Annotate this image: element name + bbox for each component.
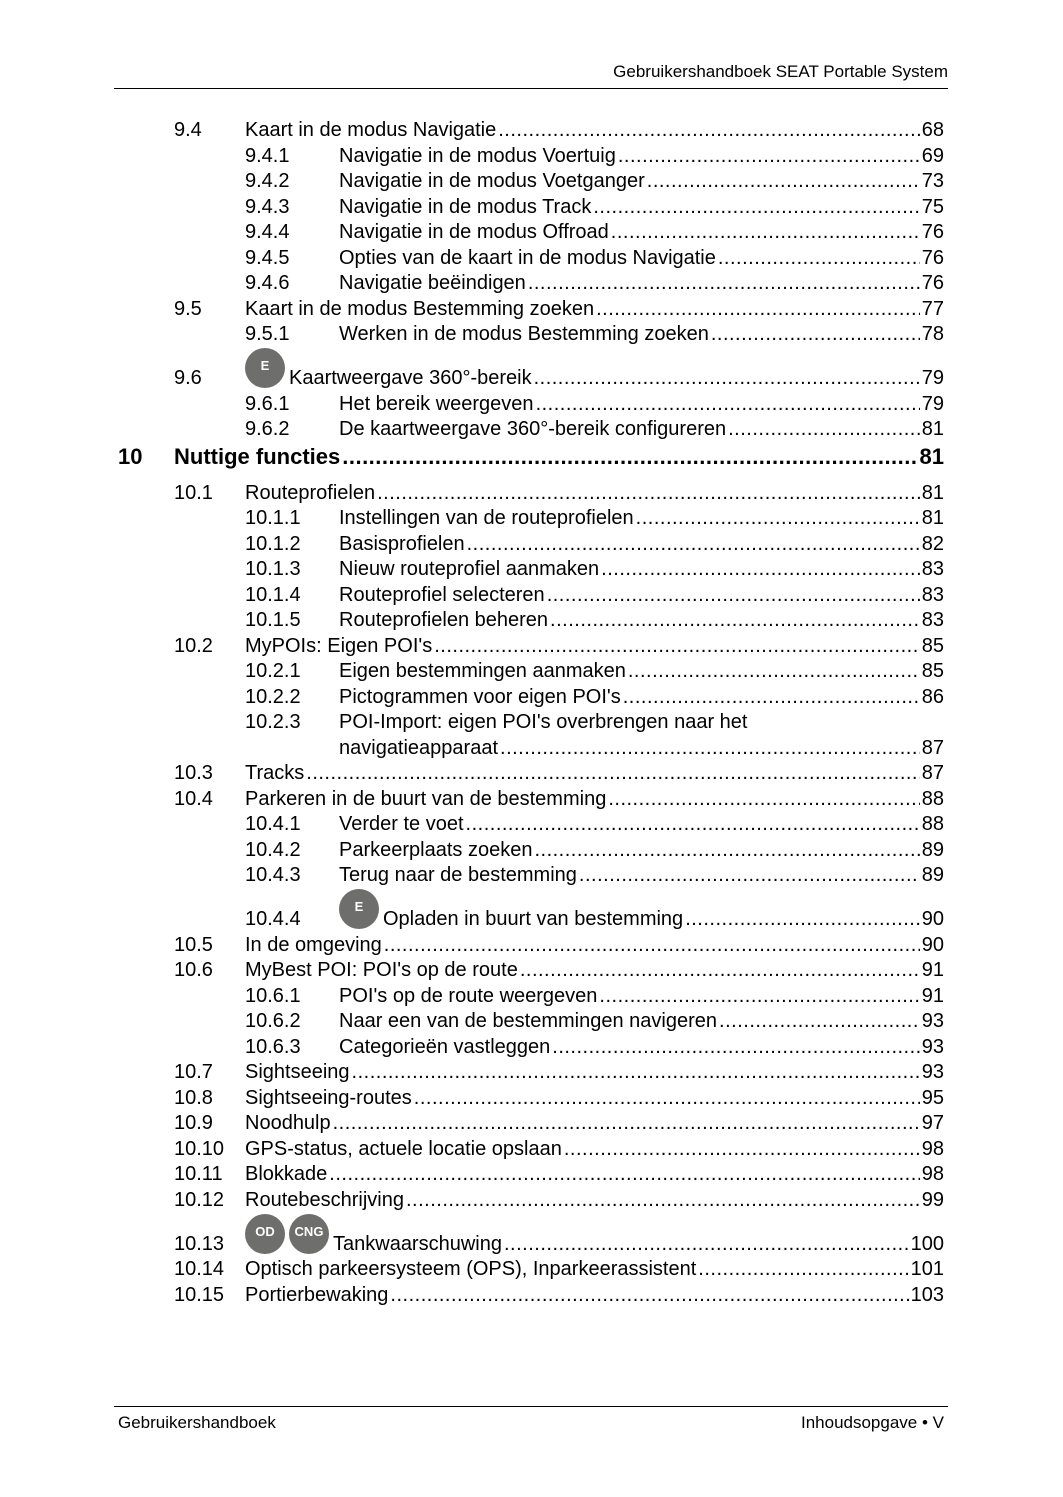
toc-page-number: 101	[910, 1258, 944, 1280]
toc-entry[interactable]	[0, 297, 1063, 323]
toc-title: Terug naar de bestemming	[339, 864, 577, 886]
toc-title: Het bereik weergeven	[339, 392, 534, 415]
toc-entry[interactable]	[0, 583, 1063, 609]
toc-entry[interactable]	[0, 481, 1063, 507]
toc-title: Verder te voet	[339, 813, 464, 835]
toc-entry[interactable]	[0, 608, 1063, 634]
toc-number: 10.11	[174, 1163, 223, 1185]
dot-leader	[608, 787, 919, 813]
table-of-contents	[0, 118, 1063, 1308]
toc-page-number: 88	[921, 787, 944, 810]
toc-page-number: 97	[921, 1112, 944, 1134]
toc-entry[interactable]	[0, 838, 1063, 864]
toc-entry[interactable]	[0, 392, 1063, 418]
toc-number: 10.15	[174, 1283, 225, 1306]
toc-entry[interactable]	[0, 933, 1063, 959]
dot-leader	[564, 1137, 920, 1163]
toc-page-number: 73	[921, 170, 944, 192]
toc-number: 10.1	[174, 481, 213, 504]
toc-title: Parkeerplaats zoeken	[339, 838, 533, 861]
toc-page-number: 85	[921, 660, 944, 682]
dot-leader	[520, 958, 920, 984]
toc-entry[interactable]	[0, 532, 1063, 558]
toc-number: 10.6.2	[245, 1010, 301, 1032]
toc-page-number: 76	[921, 246, 944, 269]
toc-number: 9.4.6	[245, 272, 290, 294]
toc-page-number: 100	[910, 1232, 944, 1255]
toc-title: Kaart in de modus Navigatie	[245, 119, 497, 141]
toc-title: Tracks	[245, 762, 305, 784]
dot-leader	[498, 118, 920, 144]
dot-leader	[685, 907, 920, 933]
toc-number: 10.1.3	[245, 558, 301, 580]
dot-leader	[500, 736, 920, 762]
dot-leader	[718, 246, 920, 272]
toc-entry[interactable]	[0, 1188, 1063, 1214]
toc-number: 10.2.1	[245, 660, 301, 682]
toc-number: 9.6.1	[245, 392, 290, 415]
toc-title: Portierbewaking	[245, 1283, 389, 1306]
dot-leader	[390, 1283, 908, 1309]
toc-page-number: 68	[921, 119, 944, 141]
toc-number: 10.3	[174, 762, 213, 784]
dot-leader	[611, 220, 920, 246]
dot-leader	[579, 863, 920, 889]
toc-number: 10.1.1	[245, 507, 301, 529]
toc-entry[interactable]	[0, 1009, 1063, 1035]
dot-leader	[628, 659, 920, 685]
toc-page-number: 87	[921, 736, 944, 759]
toc-number: 10.14	[174, 1258, 225, 1280]
badge-e-icon: E	[245, 348, 285, 388]
toc-title: Sightseeing-routes	[245, 1086, 412, 1109]
toc-number: 10.9	[174, 1112, 213, 1134]
toc-entry[interactable]	[0, 1283, 1063, 1309]
toc-page-number: 83	[921, 558, 944, 580]
toc-title-continued: navigatieapparaat	[339, 736, 499, 759]
toc-title: Naar een van de bestemmingen navigeren	[339, 1010, 718, 1032]
toc-title: MyBest POI: POI's op de route	[245, 959, 518, 981]
toc-page-number: 75	[921, 195, 944, 218]
toc-number: 9.6	[174, 367, 202, 389]
toc-title: Navigatie in de modus Offroad	[339, 221, 609, 243]
toc-entry[interactable]	[0, 787, 1063, 813]
dot-leader	[593, 195, 919, 221]
toc-title: Navigatie in de modus Track	[339, 195, 592, 218]
page-header	[114, 62, 948, 89]
toc-title: Navigatie in de modus Voertuig	[339, 144, 616, 167]
toc-number: 10.4.4	[245, 908, 301, 930]
toc-number: 10.6.3	[245, 1035, 301, 1058]
toc-entry[interactable]	[0, 1257, 1063, 1283]
toc-number: 10.6.1	[245, 984, 301, 1007]
toc-title: Pictogrammen voor eigen POI's	[339, 685, 621, 708]
dot-leader	[698, 1257, 908, 1283]
toc-number: 10.12	[174, 1188, 225, 1211]
toc-title: In de omgeving	[245, 933, 382, 956]
toc-page-number: 93	[921, 1061, 944, 1083]
dot-leader	[467, 532, 920, 558]
toc-title: Werken in de modus Bestemming zoeken	[339, 323, 709, 345]
toc-entry[interactable]	[0, 557, 1063, 583]
dot-leader	[384, 933, 920, 959]
toc-page-number: 76	[921, 272, 944, 294]
toc-number: 9.5	[174, 297, 202, 320]
dot-leader	[534, 366, 920, 392]
dot-leader	[552, 1035, 919, 1061]
toc-entry[interactable]	[0, 144, 1063, 170]
toc-title: POI's op de route weergeven	[339, 984, 598, 1007]
toc-number: 10	[118, 443, 143, 469]
toc-number: 10.4.1	[245, 813, 301, 835]
toc-page-number: 81	[921, 507, 944, 529]
badge-od-icon: OD	[245, 1214, 285, 1254]
footer-left: Gebruikershandboek	[118, 1413, 276, 1432]
toc-title: Routebeschrijving	[245, 1188, 404, 1211]
toc-entry[interactable]	[0, 659, 1063, 685]
dot-leader	[618, 144, 920, 170]
toc-number: 10.4	[174, 787, 213, 810]
toc-entry[interactable]	[0, 984, 1063, 1010]
toc-page-number: 89	[921, 838, 944, 861]
toc-entry[interactable]	[0, 220, 1063, 246]
toc-title: GPS-status, actuele locatie opslaan	[245, 1137, 562, 1160]
toc-entry[interactable]	[0, 246, 1063, 272]
toc-number: 10.1.2	[245, 532, 301, 555]
toc-title: Routeprofiel selecteren	[339, 583, 545, 606]
toc-title: MyPOIs: Eigen POI's	[245, 634, 433, 657]
toc-entry[interactable]	[0, 348, 1063, 392]
toc-number: 10.7	[174, 1061, 213, 1083]
toc-entry[interactable]	[0, 1137, 1063, 1163]
toc-entry[interactable]	[0, 195, 1063, 221]
toc-chapter[interactable]	[0, 443, 1063, 478]
toc-entry[interactable]	[0, 417, 1063, 443]
dot-leader	[534, 838, 919, 864]
toc-title: Optisch parkeersysteem (OPS), Inparkeerassistent	[245, 1258, 697, 1280]
toc-page-number: 85	[921, 634, 944, 657]
toc-title: Basisprofielen	[339, 532, 465, 555]
dot-leader	[352, 1060, 920, 1086]
toc-title: Eigen bestemmingen aanmaken	[339, 660, 626, 682]
toc-page-number: 95	[921, 1086, 944, 1109]
toc-number: 9.4.2	[245, 170, 290, 192]
toc-page-number: 81	[921, 481, 944, 504]
toc-page-number: 78	[921, 323, 944, 345]
toc-title: Navigatie beëindigen	[339, 272, 526, 294]
toc-entry[interactable]	[0, 169, 1063, 195]
toc-number: 9.4	[174, 119, 202, 141]
toc-page-number: 77	[921, 297, 944, 320]
toc-page-number: 79	[921, 392, 944, 415]
dot-leader	[547, 583, 920, 609]
toc-page-number: 88	[921, 813, 944, 835]
toc-page-number: 90	[921, 908, 944, 930]
toc-number: 10.1.5	[245, 609, 301, 631]
toc-entry[interactable]	[0, 1035, 1063, 1061]
dot-leader	[550, 608, 920, 634]
toc-page-number: 98	[921, 1163, 944, 1185]
toc-number: 10.5	[174, 933, 213, 956]
toc-page-number: 79	[921, 367, 944, 389]
dot-leader	[636, 506, 920, 532]
toc-entry[interactable]	[0, 812, 1063, 838]
toc-entry[interactable]	[0, 685, 1063, 711]
toc-page-number: 90	[921, 933, 944, 956]
toc-number: 10.2.2	[245, 685, 301, 708]
toc-title: POI-Import: eigen POI's overbrengen naar het	[339, 711, 748, 733]
dot-leader	[414, 1086, 920, 1112]
toc-title: Navigatie in de modus Voetganger	[339, 170, 645, 192]
dot-leader	[377, 481, 920, 507]
toc-page-number: 103	[910, 1283, 944, 1306]
dot-leader	[596, 297, 920, 323]
header-title: Gebruikershandboek SEAT Portable System	[613, 62, 948, 81]
dot-leader	[536, 392, 920, 418]
toc-page-number: 81	[921, 418, 944, 440]
toc-number: 10.6	[174, 959, 213, 981]
toc-number: 9.4.1	[245, 144, 290, 167]
toc-title: Nuttige functies	[174, 443, 341, 469]
toc-entry[interactable]	[0, 322, 1063, 348]
toc-title: Tankwaarschuwing	[333, 1232, 502, 1255]
toc-number: 10.8	[174, 1086, 213, 1109]
toc-entry[interactable]	[0, 118, 1063, 144]
toc-title: Instellingen van de routeprofielen	[339, 507, 634, 529]
dot-leader	[728, 417, 920, 443]
toc-entry[interactable]	[0, 710, 1063, 761]
toc-page-number: 99	[921, 1188, 944, 1211]
toc-page-number: 81	[919, 443, 944, 469]
toc-title: Blokkade	[245, 1163, 328, 1185]
dot-leader	[466, 812, 920, 838]
toc-title: Kaartweergave 360°-bereik	[289, 367, 532, 389]
dot-leader	[719, 1009, 920, 1035]
toc-entry[interactable]	[0, 1111, 1063, 1137]
toc-title: De kaartweergave 360°-bereik configureren	[339, 418, 727, 440]
toc-title: Opties van de kaart in de modus Navigatie	[339, 246, 716, 269]
page-footer	[114, 1406, 948, 1433]
toc-number: 9.5.1	[245, 323, 290, 345]
toc-entry[interactable]	[0, 634, 1063, 660]
toc-page-number: 83	[921, 609, 944, 631]
toc-title: Opladen in buurt van bestemming	[383, 908, 684, 930]
toc-page-number: 98	[921, 1137, 944, 1160]
toc-title: Routeprofielen	[245, 481, 376, 504]
dot-leader	[601, 557, 920, 583]
toc-page-number: 87	[921, 762, 944, 784]
dot-leader	[599, 984, 919, 1010]
toc-title: Nieuw routeprofiel aanmaken	[339, 558, 600, 580]
toc-page-number: 86	[921, 685, 944, 708]
toc-entry[interactable]	[0, 1162, 1063, 1188]
toc-entry[interactable]	[0, 1060, 1063, 1086]
toc-entry[interactable]	[0, 271, 1063, 297]
toc-entry[interactable]	[0, 863, 1063, 889]
toc-number: 10.13	[174, 1232, 225, 1255]
dot-leader	[623, 685, 920, 711]
dot-leader	[406, 1188, 920, 1214]
toc-title: Noodhulp	[245, 1112, 331, 1134]
toc-page-number: 93	[921, 1010, 944, 1032]
dot-leader	[647, 169, 920, 195]
toc-entry[interactable]	[0, 761, 1063, 787]
toc-number: 10.2.3	[245, 711, 301, 733]
badge-e-icon: E	[339, 889, 379, 929]
toc-page-number: 91	[921, 984, 944, 1007]
dot-leader	[711, 322, 920, 348]
toc-number: 10.4.2	[245, 838, 301, 861]
toc-number: 10.2	[174, 634, 213, 657]
dot-leader	[504, 1232, 909, 1258]
toc-page-number: 91	[921, 959, 944, 981]
toc-number: 9.4.3	[245, 195, 290, 218]
toc-page-number: 69	[921, 144, 944, 167]
dot-leader	[329, 1162, 919, 1188]
toc-title: Parkeren in de buurt van de bestemming	[245, 787, 607, 810]
toc-page-number: 93	[921, 1035, 944, 1058]
toc-page-number: 82	[921, 532, 944, 555]
dot-leader	[434, 634, 920, 660]
toc-page-number: 89	[921, 864, 944, 886]
dot-leader	[333, 1111, 920, 1137]
toc-number: 9.6.2	[245, 418, 290, 440]
toc-number: 10.4.3	[245, 864, 301, 886]
dot-leader	[306, 761, 919, 787]
toc-page-number: 83	[921, 583, 944, 606]
toc-number: 10.10	[174, 1137, 225, 1160]
toc-number: 9.4.4	[245, 221, 290, 243]
toc-title: Sightseeing	[245, 1061, 350, 1083]
toc-title: Kaart in de modus Bestemming zoeken	[245, 297, 595, 320]
toc-number: 9.4.5	[245, 246, 290, 269]
badge-cng-icon: CNG	[289, 1214, 329, 1254]
dot-leader	[528, 271, 920, 297]
toc-number: 10.1.4	[245, 583, 301, 606]
toc-entry[interactable]	[0, 1086, 1063, 1112]
footer-right: Inhoudsopgave • V	[800, 1413, 944, 1432]
dot-leader	[342, 444, 917, 470]
toc-entry[interactable]	[0, 506, 1063, 532]
toc-title: Routeprofielen beheren	[339, 609, 549, 631]
toc-entry[interactable]	[0, 1213, 1063, 1257]
toc-entry[interactable]	[0, 958, 1063, 984]
toc-page-number: 76	[921, 221, 944, 243]
toc-entry[interactable]	[0, 889, 1063, 933]
toc-title: Categorieën vastleggen	[339, 1035, 551, 1058]
